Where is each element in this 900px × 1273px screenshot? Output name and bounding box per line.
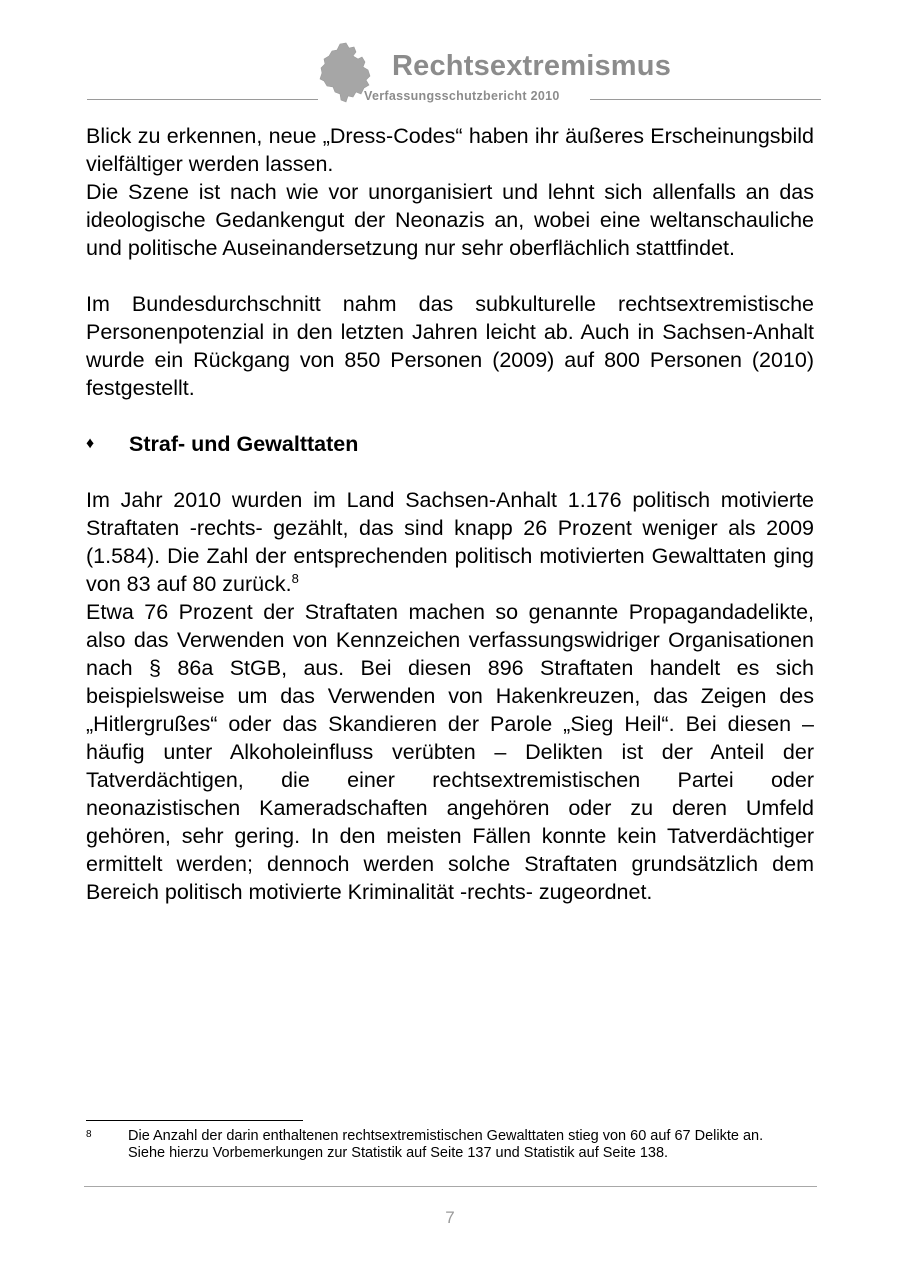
paragraph-gap xyxy=(86,262,814,290)
paragraph-gap xyxy=(86,458,814,486)
page-header xyxy=(0,0,900,110)
paragraph-4-text: Im Jahr 2010 wurden im Land Sachsen-Anhalt 1.176 politisch motivierte Straftaten -rechts- gezählt, das sind knapp 26 Prozent weniger als 2009 (1.584). Die Zahl der entsprechenden politisch motivierten Gewalttaten ging von 83 auf 80 zurück. xyxy=(86,488,814,596)
footnote-line-2: Siehe hierzu Vorbemerkungen zur Statistik auf Seite 137 und Statistik auf Seite 138. xyxy=(128,1145,669,1161)
paragraph-4 xyxy=(86,486,814,598)
paragraph-1: Blick zu erkennen, neue „Dress-Codes“ haben ihr äußeres Erscheinungsbild vielfältiger werden lassen. xyxy=(86,124,814,176)
paragraph-5: Etwa 76 Prozent der Straftaten machen so genannte Propagandadelikte, also das Verwenden von Kennzeichen verfassungswidriger Organisationen nach § 86a StGB, aus. Bei diesen 896 Straftaten handelt es sich beispielsweise um das Verwenden von Hakenkreuzen, das Zeigen des „Hitlergrußes“ oder das Skandieren der Parole „Sieg Heil“. Bei diesen – häufig unter Alkoholeinfluss verübten – Delikten ist der Anteil der Tatverdächtigen, die einer rechtsextremistischen Partei oder neonazistischen Kameradschaften angehören oder zu deren Umfeld gehören, sehr gering. In den meisten Fällen konnte kein Tatverdächtiger ermittelt werden; dennoch werden solche Straftaten grundsätzlich dem Bereich politisch motivierte Kriminalität -rechts- zugeordnet. xyxy=(86,600,814,904)
paragraph-3: Im Bundesdurchschnitt nahm das subkulturelle rechtsextremistische Personenpotenzial in den letzten Jahren leicht ab. Auch in Sachsen-Anhalt wurde ein Rückgang von 850 Personen (2009) auf 800 Personen (2010) festgestellt. xyxy=(86,292,814,400)
page-number: 7 xyxy=(445,1208,455,1227)
paragraph-2: Die Szene ist nach wie vor unorganisiert und lehnt sich allenfalls an das ideologische Gedankengut der Neonazis an, wobei eine weltanschauliche und politische Auseinandersetzung nur sehr oberflächlich stattfindet. xyxy=(86,180,814,260)
header-subtitle: Verfassungsschutzbericht 2010 xyxy=(364,89,560,103)
footnote-reference[interactable]: 8 xyxy=(291,570,299,586)
footnote-number: 8 xyxy=(86,1129,92,1140)
footnote xyxy=(86,1128,814,1162)
footer-rule xyxy=(84,1186,817,1187)
section-heading-text: Straf- und Gewalttaten xyxy=(129,432,359,456)
main-content xyxy=(86,122,814,906)
diamond-bullet-icon: ♦ xyxy=(86,435,95,452)
footnote-separator xyxy=(86,1120,303,1121)
section-heading xyxy=(86,430,814,458)
footnote-line-1: Die Anzahl der darin enthaltenen rechtsextremistischen Gewalttaten stieg von 60 auf 67 Delikte an. xyxy=(128,1128,764,1144)
header-rule-left xyxy=(87,99,318,100)
header-rule-right xyxy=(590,99,821,100)
header-title: Rechtsextremismus xyxy=(392,50,672,82)
paragraph-gap xyxy=(86,402,814,430)
